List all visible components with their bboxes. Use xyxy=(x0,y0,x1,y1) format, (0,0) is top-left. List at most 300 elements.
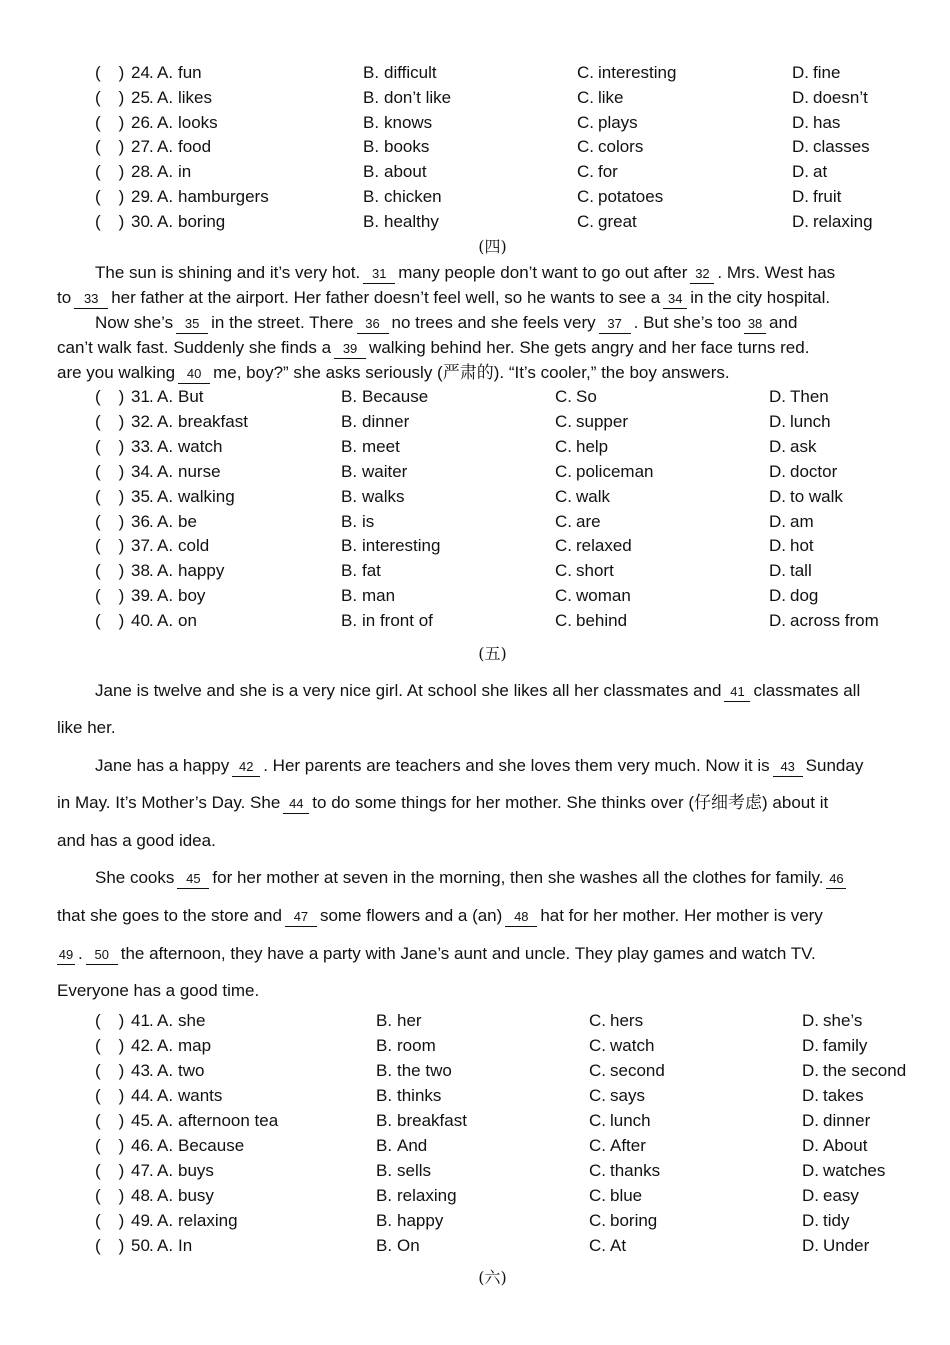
passage-line: Everyone has a good time. xyxy=(57,981,260,1000)
blank-47: 47 xyxy=(285,908,317,927)
option-letter-d: D. xyxy=(792,211,809,231)
option-a[interactable]: Because xyxy=(178,1136,245,1155)
option-letter-a: A. xyxy=(157,1036,174,1055)
option-letter-c: C. xyxy=(555,586,572,606)
question-number: 37 xyxy=(131,536,150,556)
option-c[interactable]: policeman xyxy=(576,461,654,481)
option-a[interactable]: looks xyxy=(178,112,218,132)
answer-paren[interactable]: ( ) xyxy=(95,486,125,506)
question-number: 25 xyxy=(131,87,150,107)
option-letter-a: A. xyxy=(157,536,174,556)
option-a[interactable]: boring xyxy=(178,211,226,231)
question-dot: . xyxy=(149,387,154,406)
option-b[interactable]: is xyxy=(362,511,375,531)
question-dot: . xyxy=(149,536,154,556)
blank-42: 42 xyxy=(232,758,260,777)
question-number: 34 xyxy=(131,461,150,481)
option-letter-a: A. xyxy=(157,586,174,606)
answer-paren[interactable]: ( ) xyxy=(95,511,125,531)
option-c[interactable]: hers xyxy=(610,1011,644,1030)
question-row xyxy=(0,1184,950,1208)
option-d[interactable]: Then xyxy=(790,387,829,406)
question-dot: . xyxy=(149,112,154,132)
option-d[interactable]: am xyxy=(790,511,814,531)
question-number: 30 xyxy=(131,211,150,231)
option-letter-a: A. xyxy=(157,1186,174,1205)
option-d[interactable]: easy xyxy=(823,1186,859,1205)
option-d[interactable]: she’s xyxy=(823,1011,863,1030)
question-row xyxy=(0,385,950,409)
option-b[interactable]: her xyxy=(397,1011,422,1030)
answer-paren[interactable]: ( ) xyxy=(95,137,125,157)
option-a[interactable]: on xyxy=(178,611,197,631)
option-a[interactable]: food xyxy=(178,137,212,157)
option-letter-a: A. xyxy=(157,387,174,406)
option-letter-b: B. xyxy=(363,187,380,206)
answer-paren[interactable]: ( ) xyxy=(95,1136,125,1155)
answer-paren[interactable]: ( ) xyxy=(95,1011,125,1030)
section-4-heading: (四) xyxy=(478,237,507,256)
question-number: 43 xyxy=(131,1061,150,1080)
passage-line: in May. It’s Mother’s Day. She 44 to do some things for her mother. She thinks over (仔细考虑) about it xyxy=(57,793,829,812)
option-d[interactable]: dog xyxy=(790,586,819,606)
option-letter-d: D. xyxy=(792,162,809,182)
option-c[interactable]: watch xyxy=(610,1036,655,1055)
option-b[interactable]: sells xyxy=(397,1161,432,1180)
question-dot: . xyxy=(149,1161,154,1180)
question-row xyxy=(0,111,950,135)
option-c[interactable]: potatoes xyxy=(598,187,664,206)
option-c[interactable]: for xyxy=(598,162,618,182)
option-letter-a: A. xyxy=(157,1086,174,1105)
option-letter-d: D. xyxy=(769,511,786,531)
blank-41: 41 xyxy=(724,683,750,702)
option-c[interactable]: behind xyxy=(576,611,628,631)
option-c[interactable]: thanks xyxy=(610,1161,661,1180)
answer-paren[interactable]: ( ) xyxy=(95,387,125,406)
option-b[interactable]: knows xyxy=(384,112,433,132)
option-d[interactable]: family xyxy=(823,1036,868,1055)
option-letter-c: C. xyxy=(555,511,572,531)
option-letter-a: A. xyxy=(157,1236,174,1255)
answer-paren[interactable]: ( ) xyxy=(95,611,125,631)
answer-paren[interactable]: ( ) xyxy=(95,112,125,132)
question-row xyxy=(0,584,950,608)
option-b[interactable]: healthy xyxy=(384,211,439,231)
option-b[interactable]: difficult xyxy=(384,63,437,82)
option-letter-b: B. xyxy=(363,211,380,231)
option-b[interactable]: dinner xyxy=(362,411,410,431)
option-c[interactable]: great xyxy=(598,211,637,231)
option-a[interactable]: nurse xyxy=(178,461,221,481)
option-letter-d: D. xyxy=(792,112,809,132)
option-letter-b: B. xyxy=(363,63,380,82)
option-letter-a: A. xyxy=(157,63,174,82)
option-d[interactable]: lunch xyxy=(790,411,831,431)
question-row xyxy=(0,410,950,434)
answer-paren[interactable]: ( ) xyxy=(95,187,125,206)
question-row xyxy=(0,1109,950,1133)
option-d[interactable]: hot xyxy=(790,536,814,556)
passage-line: Jane is twelve and she is a very nice girl. At school she likes all her classmates and 41 classmates all xyxy=(95,681,861,700)
option-c[interactable]: woman xyxy=(576,586,631,606)
option-b[interactable]: thinks xyxy=(397,1086,442,1105)
blank-34: 34 xyxy=(663,290,687,309)
option-b[interactable]: Because xyxy=(362,387,429,406)
option-b[interactable]: the two xyxy=(397,1061,452,1080)
option-b[interactable]: breakfast xyxy=(397,1111,467,1130)
option-b[interactable]: books xyxy=(384,137,430,157)
question-number: 32 xyxy=(131,411,150,431)
option-letter-b: B. xyxy=(341,586,358,606)
answer-paren[interactable]: ( ) xyxy=(95,411,125,431)
option-letter-a: A. xyxy=(157,611,174,631)
answer-paren[interactable]: ( ) xyxy=(95,1161,125,1180)
option-letter-c: C. xyxy=(577,162,594,182)
option-a[interactable]: But xyxy=(178,387,204,406)
option-a[interactable]: likes xyxy=(178,87,213,107)
option-a[interactable]: be xyxy=(178,511,197,531)
question-dot: . xyxy=(149,162,154,182)
question-number: 41 xyxy=(131,1011,150,1030)
option-a[interactable]: buys xyxy=(178,1161,214,1180)
answer-paren[interactable]: ( ) xyxy=(95,1211,125,1230)
option-letter-b: B. xyxy=(376,1086,393,1105)
option-a[interactable]: afternoon tea xyxy=(178,1111,279,1130)
option-letter-a: A. xyxy=(157,1136,174,1155)
option-c[interactable]: plays xyxy=(598,112,638,132)
option-c[interactable]: second xyxy=(610,1061,665,1080)
question-dot: . xyxy=(149,1111,154,1130)
option-c[interactable]: help xyxy=(576,436,609,456)
option-letter-b: B. xyxy=(363,137,380,157)
option-c[interactable]: like xyxy=(598,87,624,107)
option-letter-a: A. xyxy=(157,162,174,182)
option-letter-c: C. xyxy=(555,387,572,406)
answer-paren[interactable]: ( ) xyxy=(95,536,125,556)
option-b[interactable]: in front of xyxy=(362,611,433,631)
option-d[interactable]: the second xyxy=(823,1061,907,1080)
section-6-heading: (六) xyxy=(478,1268,507,1287)
answer-paren[interactable]: ( ) xyxy=(95,1061,125,1080)
option-letter-c: C. xyxy=(577,87,594,107)
option-letter-b: B. xyxy=(341,461,358,481)
option-d[interactable]: dinner xyxy=(823,1111,871,1130)
option-letter-b: B. xyxy=(376,1061,393,1080)
question-row xyxy=(0,1084,950,1108)
option-b[interactable]: meet xyxy=(362,436,400,456)
option-d[interactable]: tidy xyxy=(823,1211,850,1230)
option-c[interactable]: lunch xyxy=(610,1111,651,1130)
option-c[interactable]: says xyxy=(610,1086,645,1105)
option-letter-b: B. xyxy=(363,162,380,182)
option-letter-d: D. xyxy=(769,411,786,431)
option-letter-d: D. xyxy=(802,1086,819,1105)
option-b[interactable]: And xyxy=(397,1136,428,1155)
option-letter-a: A. xyxy=(157,112,174,132)
blank-32: 32 xyxy=(690,265,714,284)
question-number: 50 xyxy=(131,1236,150,1255)
option-b[interactable]: relaxing xyxy=(397,1186,457,1205)
option-letter-a: A. xyxy=(157,1161,174,1180)
blank-31: 31 xyxy=(363,265,395,284)
option-d[interactable]: at xyxy=(813,162,828,182)
option-a[interactable]: map xyxy=(178,1036,212,1055)
blank-33: 33 xyxy=(74,290,108,309)
answer-paren[interactable]: ( ) xyxy=(95,162,125,182)
question-number: 48 xyxy=(131,1186,150,1205)
option-c[interactable]: After xyxy=(610,1136,646,1155)
option-letter-d: D. xyxy=(792,187,809,206)
option-a[interactable]: relaxing xyxy=(178,1211,238,1230)
option-d[interactable]: fruit xyxy=(813,187,842,206)
question-row xyxy=(0,460,950,484)
option-letter-a: A. xyxy=(157,411,174,431)
question-row xyxy=(0,61,950,85)
option-d[interactable]: relaxing xyxy=(813,211,873,231)
option-letter-b: B. xyxy=(376,1036,393,1055)
option-letter-c: C. xyxy=(577,211,594,231)
option-letter-d: D. xyxy=(802,1236,819,1255)
answer-paren[interactable]: ( ) xyxy=(95,561,125,581)
option-d[interactable]: to walk xyxy=(790,486,843,506)
option-c[interactable]: short xyxy=(576,561,614,581)
question-row xyxy=(0,1209,950,1233)
option-letter-c: C. xyxy=(589,1186,606,1205)
option-letter-d: D. xyxy=(769,486,786,506)
answer-paren[interactable]: ( ) xyxy=(95,1111,125,1130)
option-letter-c: C. xyxy=(555,611,572,631)
passage-line: can’t walk fast. Suddenly she finds a 39 walking behind her. She gets angry and her face turns red. xyxy=(57,338,810,357)
answer-paren[interactable]: ( ) xyxy=(95,586,125,606)
option-c[interactable]: supper xyxy=(576,411,628,431)
option-letter-c: C. xyxy=(589,1086,606,1105)
option-a[interactable]: in xyxy=(178,162,192,182)
option-c[interactable]: At xyxy=(610,1236,627,1255)
passage-line: that she goes to the store and 47 some flowers and a (an) 48 hat for her mother. Her mother is very xyxy=(57,906,823,925)
option-letter-a: A. xyxy=(157,1211,174,1230)
option-letter-b: B. xyxy=(376,1211,393,1230)
answer-paren[interactable]: ( ) xyxy=(95,1186,125,1205)
option-b[interactable]: interesting xyxy=(362,536,441,556)
option-a[interactable]: watch xyxy=(178,436,223,456)
question-number: 27 xyxy=(131,137,150,157)
option-a[interactable]: two xyxy=(178,1061,205,1080)
option-letter-a: A. xyxy=(157,87,174,107)
option-d[interactable]: About xyxy=(823,1136,868,1155)
question-dot: . xyxy=(149,436,154,456)
question-row xyxy=(0,210,950,234)
option-letter-c: C. xyxy=(589,1111,606,1130)
option-c[interactable]: So xyxy=(576,387,597,406)
option-c[interactable]: boring xyxy=(610,1211,658,1230)
option-a[interactable]: she xyxy=(178,1011,206,1030)
question-dot: . xyxy=(149,1011,154,1030)
question-number: 28 xyxy=(131,162,150,182)
question-dot: . xyxy=(149,63,154,82)
option-b[interactable]: fat xyxy=(362,561,381,581)
option-letter-d: D. xyxy=(802,1111,819,1130)
question-dot: . xyxy=(149,461,154,481)
option-b[interactable]: about xyxy=(384,162,427,182)
question-number: 46 xyxy=(131,1136,150,1155)
answer-paren[interactable]: ( ) xyxy=(95,1086,125,1105)
answer-paren[interactable]: ( ) xyxy=(95,461,125,481)
option-b[interactable]: happy xyxy=(397,1211,444,1230)
option-letter-a: A. xyxy=(157,461,174,481)
option-a[interactable]: breakfast xyxy=(178,411,248,431)
question-dot: . xyxy=(149,586,154,606)
option-letter-d: D. xyxy=(802,1161,819,1180)
answer-paren[interactable]: ( ) xyxy=(95,63,125,82)
option-letter-b: B. xyxy=(376,1011,393,1030)
option-d[interactable]: doctor xyxy=(790,461,838,481)
question-row xyxy=(0,1159,950,1183)
blank-35: 35 xyxy=(176,315,208,334)
option-letter-a: A. xyxy=(157,211,174,231)
option-d[interactable]: across from xyxy=(790,611,879,631)
question-dot: . xyxy=(149,1036,154,1055)
option-letter-b: B. xyxy=(341,561,358,581)
option-letter-a: A. xyxy=(157,561,174,581)
question-row xyxy=(0,1059,950,1083)
option-letter-c: C. xyxy=(555,536,572,556)
option-b[interactable]: On xyxy=(397,1236,420,1255)
section-5-heading: (五) xyxy=(478,644,507,663)
option-letter-d: D. xyxy=(802,1186,819,1205)
option-d[interactable]: doesn’t xyxy=(813,87,868,107)
option-b[interactable]: room xyxy=(397,1036,436,1055)
passage-line: Jane has a happy 42 . Her parents are teachers and she loves them very much. Now it is 43 Sunday xyxy=(95,756,864,775)
option-letter-d: D. xyxy=(792,87,809,107)
option-letter-d: D. xyxy=(769,561,786,581)
option-letter-c: C. xyxy=(589,1236,606,1255)
option-b[interactable]: man xyxy=(362,586,396,606)
option-letter-b: B. xyxy=(341,387,358,406)
option-letter-c: C. xyxy=(555,436,572,456)
option-d[interactable]: Under xyxy=(823,1236,870,1255)
passage-line: to 33 her father at the airport. Her father doesn’t feel well, so he wants to see a 34 in the city hospital. xyxy=(57,288,831,307)
option-d[interactable]: ask xyxy=(790,436,817,456)
passage-line: and has a good idea. xyxy=(57,831,216,850)
question-number: 47 xyxy=(131,1161,150,1180)
option-letter-d: D. xyxy=(792,63,809,82)
option-d[interactable]: classes xyxy=(813,137,870,157)
option-a[interactable]: boy xyxy=(178,586,206,606)
option-d[interactable]: fine xyxy=(813,63,841,82)
option-a[interactable]: walking xyxy=(178,486,235,506)
option-letter-d: D. xyxy=(769,461,786,481)
option-a[interactable]: busy xyxy=(178,1186,214,1205)
question-dot: . xyxy=(149,87,154,107)
option-d[interactable]: takes xyxy=(823,1086,864,1105)
passage-line: like her. xyxy=(57,718,116,737)
question-number: 35 xyxy=(131,486,150,506)
answer-paren[interactable]: ( ) xyxy=(95,436,125,456)
option-b[interactable]: walks xyxy=(362,486,405,506)
question-dot: . xyxy=(149,1186,154,1205)
option-letter-b: B. xyxy=(376,1186,393,1205)
question-dot: . xyxy=(149,1236,154,1255)
option-letter-d: D. xyxy=(802,1211,819,1230)
option-letter-c: C. xyxy=(589,1011,606,1030)
question-dot: . xyxy=(149,187,154,206)
question-dot: . xyxy=(149,561,154,581)
question-dot: . xyxy=(149,511,154,531)
question-dot: . xyxy=(149,1136,154,1155)
option-c[interactable]: are xyxy=(576,511,601,531)
question-number: 39 xyxy=(131,586,150,606)
option-c[interactable]: walk xyxy=(576,486,611,506)
blank-39: 39 xyxy=(334,340,366,359)
option-d[interactable]: watches xyxy=(823,1161,886,1180)
option-b[interactable]: chicken xyxy=(384,187,442,206)
option-letter-b: B. xyxy=(376,1136,393,1155)
option-c[interactable]: interesting xyxy=(598,63,677,82)
option-a[interactable]: In xyxy=(178,1236,193,1255)
passage-line: Now she’s 35 in the street. There 36 no trees and she feels very 37 . But she’s too 38 and xyxy=(95,313,798,332)
blank-38: 38 xyxy=(744,315,766,334)
passage-line: 49 . 50 the afternoon, they have a party with Jane’s aunt and uncle. They play games and watch TV. xyxy=(58,944,816,963)
option-a[interactable]: wants xyxy=(178,1086,223,1105)
question-row xyxy=(0,1234,950,1258)
question-dot: . xyxy=(149,411,154,431)
question-row xyxy=(0,559,950,583)
answer-paren[interactable]: ( ) xyxy=(95,1036,125,1055)
blank-49: 49 xyxy=(57,946,75,965)
option-letter-d: D. xyxy=(769,611,786,631)
option-letter-b: B. xyxy=(376,1111,393,1130)
option-d[interactable]: tall xyxy=(790,561,812,581)
question-row xyxy=(0,1134,950,1158)
option-letter-b: B. xyxy=(363,87,380,107)
answer-paren[interactable]: ( ) xyxy=(95,87,125,107)
option-a[interactable]: fun xyxy=(178,63,202,82)
question-row xyxy=(0,435,950,459)
option-letter-a: A. xyxy=(157,1061,174,1080)
question-number: 36 xyxy=(131,511,150,531)
blank-46: 46 xyxy=(826,870,846,889)
option-c[interactable]: blue xyxy=(610,1186,643,1205)
option-letter-c: C. xyxy=(589,1211,606,1230)
question-number: 24 xyxy=(131,63,150,82)
question-dot: . xyxy=(149,1211,154,1230)
option-b[interactable]: don’t like xyxy=(384,87,452,107)
option-letter-b: B. xyxy=(341,511,358,531)
option-letter-b: B. xyxy=(341,486,358,506)
option-letter-c: C. xyxy=(589,1136,606,1155)
blank-43: 43 xyxy=(773,758,803,777)
option-a[interactable]: cold xyxy=(178,536,210,556)
option-letter-a: A. xyxy=(157,511,174,531)
answer-paren[interactable]: ( ) xyxy=(95,1236,125,1255)
option-letter-d: D. xyxy=(769,586,786,606)
question-row xyxy=(0,1034,950,1058)
answer-paren[interactable]: ( ) xyxy=(95,211,125,231)
option-b[interactable]: waiter xyxy=(362,461,408,481)
question-number: 42 xyxy=(131,1036,150,1055)
option-d[interactable]: has xyxy=(813,112,841,132)
option-c[interactable]: colors xyxy=(598,137,644,157)
blank-50: 50 xyxy=(86,946,118,965)
question-number: 29 xyxy=(131,187,150,206)
blank-48: 48 xyxy=(505,908,537,927)
option-letter-c: C. xyxy=(577,112,594,132)
option-a[interactable]: hamburgers xyxy=(178,187,269,206)
option-a[interactable]: happy xyxy=(178,561,225,581)
option-c[interactable]: relaxed xyxy=(576,536,632,556)
question-row xyxy=(0,1009,950,1033)
